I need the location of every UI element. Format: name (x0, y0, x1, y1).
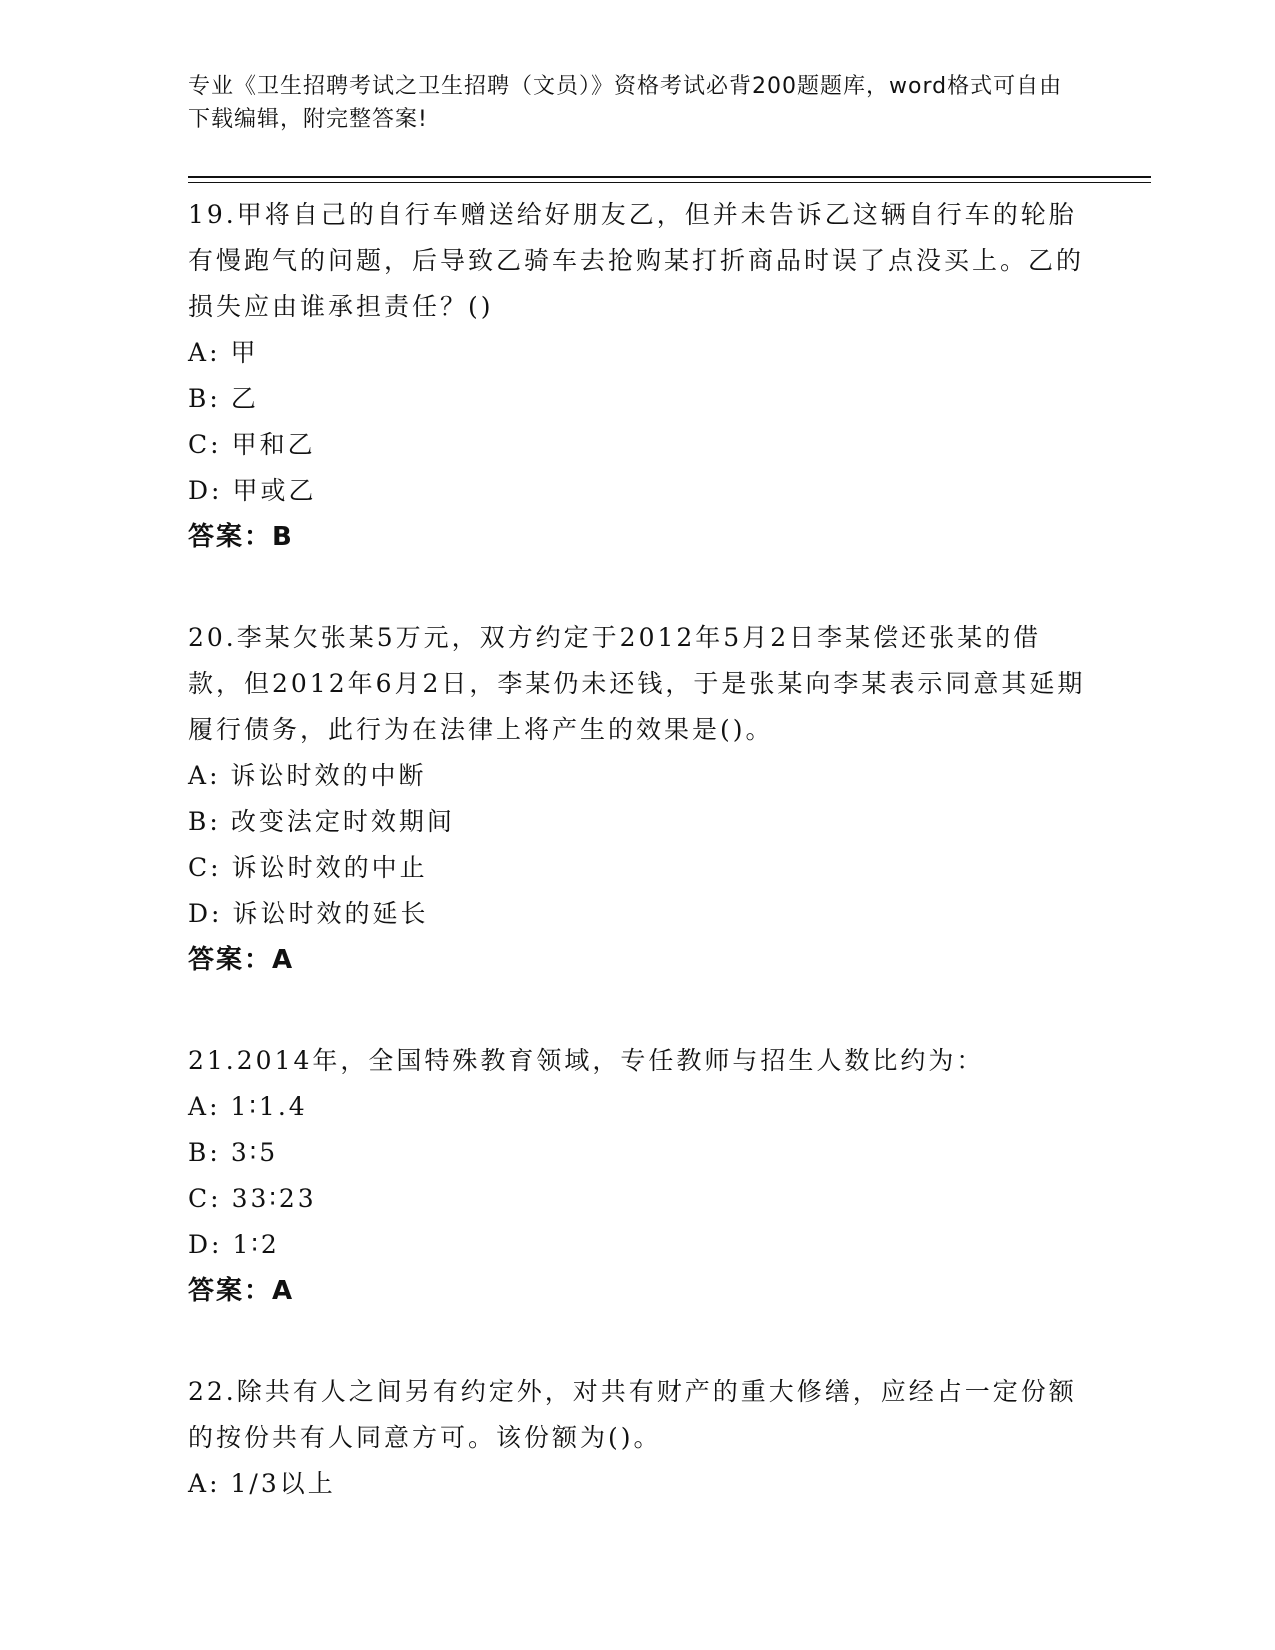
option-text: 1∶2 (232, 1230, 280, 1259)
option-text: 33∶23 (231, 1184, 317, 1213)
question-20 (188, 615, 1088, 983)
answer-value: A (272, 1276, 295, 1306)
option-separator: : (211, 476, 223, 505)
option-letter: B (188, 384, 210, 413)
option-d (188, 1222, 1088, 1268)
option-text: 甲或乙 (232, 476, 317, 505)
option-letter: B (188, 1138, 210, 1167)
question-list (188, 192, 1088, 1562)
option-text: 甲 (230, 338, 259, 367)
answer-label: 答案： (188, 1276, 273, 1306)
answer-label: 答案： (188, 522, 273, 552)
option-text: 1/3以上 (230, 1469, 336, 1498)
answer-line (188, 514, 1088, 560)
option-text: 诉讼时效的中断 (230, 761, 427, 790)
option-letter: A (188, 1469, 210, 1498)
option-letter: A (188, 338, 210, 367)
option-text: 3∶5 (230, 1138, 279, 1167)
option-d (188, 468, 1088, 514)
option-b (188, 376, 1088, 422)
option-text: 诉讼时效的延长 (232, 899, 429, 928)
option-c (188, 422, 1088, 468)
option-letter: C (188, 853, 211, 882)
option-letter: A (188, 761, 210, 790)
option-text: 1∶1.4 (230, 1092, 308, 1121)
option-letter: A (188, 1092, 210, 1121)
option-a (188, 753, 1088, 799)
option-d (188, 891, 1088, 937)
page-header: 专业《卫生招聘考试之卫生招聘（文员）》资格考试必背200题题库，word格式可自由下载编辑，附完整答案! (188, 74, 1063, 132)
option-separator: : (209, 1138, 221, 1167)
option-separator: : (209, 1469, 221, 1498)
option-a (188, 1084, 1088, 1130)
option-a (188, 1461, 1088, 1507)
option-separator: : (211, 899, 223, 928)
option-separator: : (209, 807, 221, 836)
option-b (188, 1130, 1088, 1176)
answer-line (188, 1268, 1088, 1314)
option-c (188, 845, 1088, 891)
header-rule-thick (188, 176, 1151, 178)
header-rule-thin (188, 182, 1151, 183)
question-21 (188, 1038, 1088, 1314)
answer-value: A (272, 945, 295, 975)
question-stem: 22.除共有人之间另有约定外，对共有财产的重大修缮，应经占一定份额的按份共有人同意方可。该份额为()。 (188, 1377, 1077, 1452)
question-22 (188, 1369, 1088, 1507)
option-separator: : (210, 1184, 222, 1213)
option-c (188, 1176, 1088, 1222)
option-letter: C (188, 430, 211, 459)
option-separator: : (209, 384, 221, 413)
option-text: 改变法定时效期间 (230, 807, 455, 836)
option-a (188, 330, 1088, 376)
option-letter: B (188, 807, 210, 836)
answer-label: 答案： (188, 945, 273, 975)
question-19 (188, 192, 1088, 560)
question-stem: 20.李某欠张某5万元，双方约定于2012年5月2日李某偿还张某的借款，但2012年6月2日，李某仍未还钱，于是张某向李某表示同意其延期履行债务，此行为在法律上将产生的效果是()。 (188, 623, 1086, 744)
option-b (188, 799, 1088, 845)
question-stem: 21.2014年，全国特殊教育领域，专任教师与招生人数比约为： (188, 1046, 985, 1075)
option-separator: : (210, 853, 222, 882)
option-separator: : (209, 1092, 221, 1121)
option-text: 甲和乙 (231, 430, 316, 459)
option-letter: D (188, 899, 212, 928)
answer-line (188, 937, 1088, 983)
option-separator: : (209, 338, 221, 367)
option-separator: : (209, 761, 221, 790)
option-text: 诉讼时效的中止 (231, 853, 428, 882)
option-separator: : (211, 1230, 223, 1259)
answer-value: B (272, 522, 294, 552)
option-letter: C (188, 1184, 211, 1213)
option-letter: D (188, 1230, 212, 1259)
option-separator: : (210, 430, 222, 459)
option-letter: D (188, 476, 212, 505)
option-text: 乙 (230, 384, 259, 413)
question-stem: 19.甲将自己的自行车赠送给好朋友乙，但并未告诉乙这辆自行车的轮胎有慢跑气的问题，后导致乙骑车去抢购某打折商品时误了点没买上。乙的损失应由谁承担责任？() (188, 200, 1085, 321)
